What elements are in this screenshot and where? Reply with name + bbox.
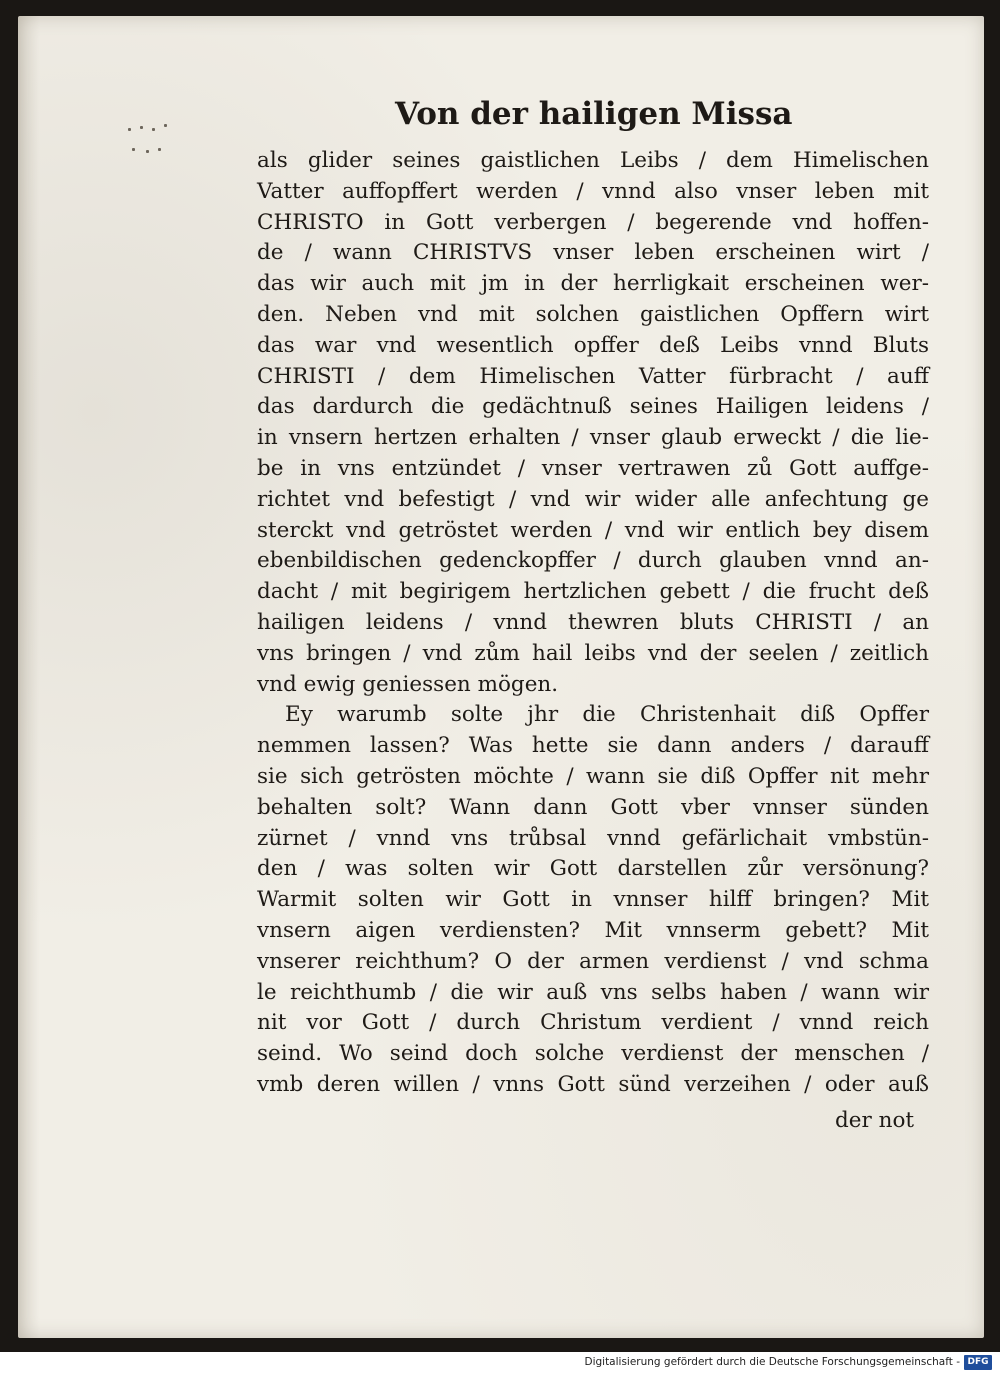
margin-mark: [140, 126, 143, 129]
text-line: Vatter auffopffert werden / vnnd also vnser leben mit: [257, 178, 929, 204]
text-line: vnserer reichthum? O der armen verdienst / vnd schma: [257, 948, 929, 974]
text-line: nit vor Gott / durch Christum verdient / vnnd reich: [257, 1010, 929, 1036]
text-line: nemmen lassen? Was hette sie dann anders / darauff: [257, 733, 929, 759]
text-line: CHRISTI / dem Himelischen Vatter fürbracht / auff: [257, 363, 929, 389]
text-line: richtet vnd befestigt / vnd wir wider alle anfechtung ge: [257, 486, 929, 512]
text-line: in vnsern hertzen erhalten / vnser glaub erweckt / die lie-: [257, 425, 929, 451]
text-line: Warmit solten wir Gott in vnnser hilff bringen? Mit: [257, 887, 929, 913]
margin-mark: [128, 128, 131, 131]
text-line: Ey warumb solte jhr die Christenhait diß Opffer: [285, 702, 929, 728]
margin-marks: [128, 120, 188, 160]
digitization-footer: [0, 1352, 1000, 1375]
text-line: das wir auch mit jm in der herrligkait erscheinen wer-: [257, 271, 929, 297]
text-line: sie sich getrösten möchte / wann sie diß Opffer nit mehr: [257, 763, 929, 789]
text-line: behalten solt? Wann dann Gott vber vnnser sünden: [257, 794, 929, 820]
text-line: ebenbildischen gedenckopffer / durch glauben vnnd an-: [257, 548, 929, 574]
text-line: le reichthumb / die wir auß vns selbs haben / wann wir: [257, 979, 929, 1005]
text-line: das war vnd wesentlich opffer deß Leibs vnnd Bluts: [257, 332, 929, 358]
text-line: de / wann CHRISTVS vnser leben erscheinen wirt /: [257, 240, 929, 266]
text-line: hailigen leidens / vnnd thewren bluts CHRISTI / an: [257, 609, 929, 635]
margin-mark: [132, 148, 135, 151]
margin-mark: [146, 150, 149, 153]
text-line: seind. Wo seind doch solche verdienst der menschen /: [257, 1041, 929, 1067]
funding-credit: Digitalisierung gefördert durch die Deutsche Forschungsgemeinschaft -: [584, 1356, 960, 1368]
text-line: be in vns entzündet / vnser vertrawen zů Gott auffge-: [257, 455, 929, 481]
page-text-block: [257, 146, 929, 1101]
text-line: zürnet / vnnd vns trůbsal vnnd gefärlichait vmbstün-: [257, 825, 929, 851]
text-line: CHRISTO in Gott verbergen / begerende vnd hoffen-: [257, 209, 929, 235]
text-line: vnsern aigen verdiensten? Mit vnnserm gebett? Mit: [257, 917, 929, 943]
margin-mark: [152, 128, 155, 131]
margin-mark: [164, 124, 167, 127]
dfg-logo-icon[interactable]: DFG: [964, 1355, 992, 1370]
text-line: als glider seines gaistlichen Leibs / dem Himelischen: [257, 148, 929, 173]
text-line: den. Neben vnd mit solchen gaistlichen Opffern wirt: [257, 301, 929, 327]
catchword: der not: [835, 1108, 915, 1133]
text-line: sterckt vnd getröstet werden / vnd wir entlich bey disem: [257, 517, 929, 543]
margin-mark: [158, 148, 161, 151]
text-line: dacht / mit begirigem hertzlichen gebett / die frucht deß: [257, 579, 929, 605]
running-head: Von der hailigen Missa: [395, 96, 793, 132]
text-line: vns bringen / vnd zům hail leibs vnd der seelen / zeitlich: [257, 640, 929, 666]
text-line: vnd ewig geniessen mögen.: [257, 671, 559, 697]
text-line: das dardurch die gedächtnuß seines Hailigen leidens /: [257, 394, 929, 420]
text-line: den / was solten wir Gott darstellen zůr versönung?: [257, 856, 929, 882]
text-line: vmb deren willen / vnns Gott sünd verzeihen / oder auß: [257, 1071, 929, 1097]
